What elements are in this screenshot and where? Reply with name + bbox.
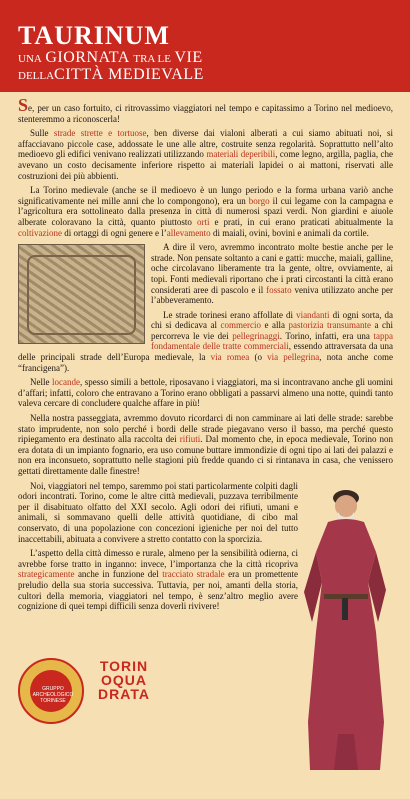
highlight-text: allevamento (166, 227, 211, 238)
paragraph (18, 377, 393, 409)
header-banner (0, 0, 410, 92)
subtitle-word: UNA (18, 53, 42, 65)
subtitle-word: VIE (174, 49, 203, 66)
subtitle-word: CITTÀ MEDIEVALE (54, 66, 204, 83)
text-run: a chi percorreva le vie dei (151, 320, 393, 341)
logo-text: GRUPPO ARCHEOLOGICO TORINESE (32, 686, 74, 704)
text-run: , nota anche come “francigena”). (18, 352, 394, 373)
highlight-text: via romea (210, 352, 250, 363)
text-run: anche in funzione del (74, 569, 163, 580)
text-run: di ogni sorta, da chi si dedicava al (151, 309, 393, 331)
text-run: Nelle (30, 377, 53, 388)
subtitle-word: GIORNATA (45, 49, 130, 66)
highlight-text: materiali deperibili (206, 149, 276, 160)
paragraph (18, 481, 298, 545)
paragraph-text: Noi, viaggiatori nel tempo, saremmo poi stati particolarmente colpiti dagli odori incontrati. Torino, come le altre città medievali, puzzava terribilmente per il disabituato olfatto del XXI secolo. Agli odori dei rifiuti, umani e animali, si sommavano quelli delle attività quotidiane, di cibo mal conservato, di una popolazione con concezioni igieniche per noi del tutto inaccettabili, abituata a convivere a stretto contatto con la sporcizia. (18, 480, 298, 544)
text-run: Le strade torinesi erano affollate di (163, 309, 297, 320)
paragraph (18, 413, 393, 477)
text-run: di maiali, ovini, bovini e animali da cortile. (210, 227, 369, 238)
text-run: Nella nostra passeggiata, avremmo dovuto ricordarci di non camminare ai lati delle strade: sarebbe stato imprudente, non solo perché i bordi delle strade piegavano verso il basso, ma perché questo ripiegamento era destinato alla raccolta dei (18, 413, 393, 445)
brand-line: TORIN (99, 658, 149, 674)
highlight-text: rifiuti (179, 434, 201, 445)
text-run: e prati, in cui erano praticati abitualmente la (209, 216, 393, 227)
text-run: il cui legame con la campagna e l’agricoltura era sottolineato dalla presenza in città di numerosi spazi verdi. Non giardini e aiuole alberate coloravano la città, quanto piuttosto (18, 195, 393, 227)
text-run: , essendo attraversata da una delle principali strade dell’Europa medievale, la (18, 341, 393, 363)
paragraph (18, 242, 393, 306)
text-run: (o (249, 352, 268, 363)
archaeological-group-logo (18, 658, 84, 724)
text-run: era un promettente preludio della sua storia successiva. Tuttavia, per noi, amanti della storia, cultori della memoria, viaggiatori nel tempo, è senz’altro meglio avere cognizione di quei tempi difficili senza doverli rivivere! (18, 569, 298, 612)
highlight-text: borgo (248, 195, 270, 206)
medieval-map-image (18, 244, 145, 344)
text-run: . Dal momento che, in epoca medievale, Torino non era dotata di un impianto fognario, era uso comune buttare immondizie di ogni tipo ai lati dei palazzi e non era inconsueto, soprattutto nelle stagioni più fredde quando ci si rintanava in casa, che venissero gettati direttamente dalle finestre! (18, 434, 393, 476)
torino-quadrata-logo (94, 659, 154, 701)
highlight-text: pellegrinaggi (232, 330, 280, 341)
text-run: , ben diverse dai vialoni alberati a cui siamo abituati noi, si affacciavano piccole case, addossate le une alle altre, costruite senza regolarità. Soprattutto nell’alto medioevo gli edifici venivano realizzati utilizzando (18, 128, 393, 160)
paragraph (18, 548, 298, 612)
text-run: veniva utilizzato anche per l’abbeveramento. (151, 284, 393, 306)
highlight-text: coltivazione (18, 227, 62, 238)
text-run: Sulle (30, 128, 54, 139)
text-run: di ortaggi di ogni genere e l’ (61, 227, 167, 238)
text-run: L’aspetto della città dimesso e rurale, almeno per la sensibilità odierna, ci avrebbe forse tratto in inganno: invece, l’importanza che la città ricopriva (18, 548, 298, 569)
subtitle-word: DELLA (18, 70, 55, 82)
text-run: , come legno, argilla, paglia, che avevano un costo decisamente inferiore rispetto ai materiali lapidei o ai mattoni, riservati alle costruzioni dei più abbienti. (18, 149, 393, 181)
page-title: TAURINUM (18, 21, 170, 50)
text-run: La Torino medievale (anche se il medioevo è un lungo periodo e la forma urbana variò anche significativamente nei mille anni che lo compongono), era un (18, 185, 393, 206)
brand-line: OQUA (101, 672, 147, 688)
highlight-text: fossato (266, 284, 292, 295)
text-run: . Torino, infatti, era una (279, 330, 374, 341)
text-run: , spesso simili a bettole, riposavano i viaggiatori, ma si incontravano anche gli uomini d’affari; infatti, coloro che entravano a Torino erano obbligati a passarvi almeno una notte, quindi tanto valeva cercare di concludere qualche affare in più! (18, 377, 393, 409)
highlight-text: strade strette e tortuose (53, 128, 147, 139)
highlight-text: tracciato stradale (162, 569, 225, 580)
highlight-text: strategicamente (18, 569, 75, 580)
highlight-text: commercio (220, 320, 261, 331)
subtitle-word: TRA LE (133, 53, 171, 65)
highlight-text: orti (196, 216, 210, 227)
highlight-text: tappa fondamentale delle tratte commerciali (151, 330, 393, 352)
brand-line: DRATA (98, 686, 150, 702)
text-run: A dire il vero, avremmo incontrato molte bestie anche per le strade. Non pensate soltanto a cani e gatti: mucche, maiali, galline, oche circolavano liberamente tra la gente, oltre, ovviamente, ai topi. Fonti medievali riportano che i prati circostanti la città erano considerati aree di pascolo e il (151, 242, 393, 295)
text-run: e alla (260, 320, 289, 331)
drop-cap: S (18, 95, 29, 115)
paragraph (18, 185, 393, 238)
page-subtitle (18, 50, 278, 84)
highlight-text: pastorizia transumante (288, 320, 371, 331)
highlight-text: viandanti (296, 309, 330, 320)
paragraph (18, 128, 393, 181)
medieval-man-illustration (298, 482, 390, 772)
paragraph-text: e, per un caso fortuito, ci ritrovassimo viaggiatori nel tempo e capitassimo a Torino nel medioevo, stenteremmo a riconoscerla! (18, 103, 393, 124)
highlight-text: via pellegrina (267, 352, 320, 363)
highlight-text: locande (52, 377, 80, 388)
paragraph (18, 95, 393, 124)
